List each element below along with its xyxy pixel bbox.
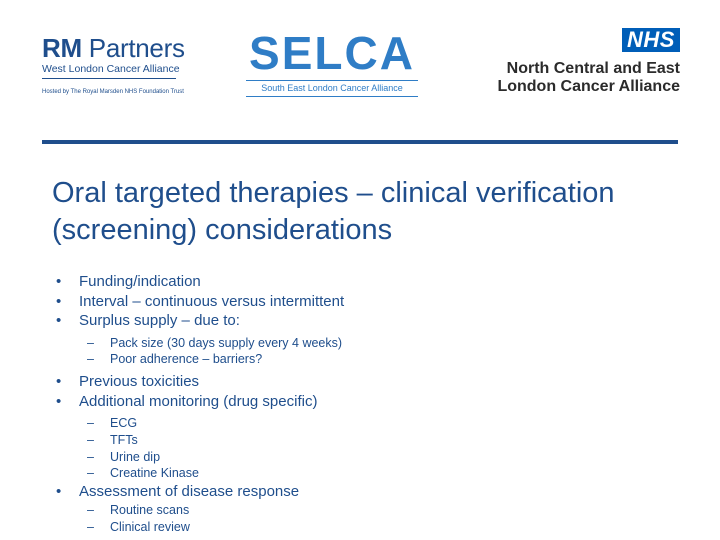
dash-marker: – — [87, 416, 94, 431]
bullet-marker: • — [56, 292, 62, 310]
bullet-marker: • — [56, 392, 62, 410]
sub-bullet-item — [52, 465, 692, 482]
selca-logo — [246, 27, 418, 97]
header-divider — [42, 140, 678, 144]
bullet-text: Funding/indication — [79, 273, 201, 290]
dash-marker: – — [87, 502, 94, 517]
nhs-alliance-line1: North Central and East — [506, 60, 680, 77]
bullet-text: Assessment of disease response — [79, 483, 300, 501]
sub-bullet-item — [52, 449, 692, 466]
sub-bullet-text: ECG — [110, 416, 138, 431]
sub-bullet-text: Clinical review — [110, 519, 190, 534]
dash-marker: – — [87, 466, 94, 481]
bullet-marker: • — [56, 273, 62, 290]
slide-title — [52, 175, 692, 249]
sub-bullet-item — [52, 519, 692, 536]
dash-marker: – — [87, 449, 94, 464]
bullet-marker: • — [56, 483, 62, 501]
sub-bullet-text: Poor adherence – barriers? — [110, 352, 263, 367]
sub-bullet-item — [52, 502, 692, 519]
sub-bullet-item — [52, 432, 692, 449]
logo-bar — [0, 0, 720, 120]
rm-partners-subtitle: West London Cancer Alliance — [42, 63, 180, 75]
sub-bullet-text: Routine scans — [110, 502, 190, 517]
selca-subtitle: South East London Cancer Alliance — [246, 80, 418, 97]
bullet-text: Surplus supply – due to: — [79, 312, 240, 329]
rm-partners-logo — [42, 34, 192, 97]
bullet-marker: • — [56, 373, 62, 391]
selca-title: SELCA — [249, 27, 415, 79]
bullet-text: Previous toxicities — [79, 373, 200, 391]
rm-partners-title-bold: RM — [42, 33, 82, 63]
dash-marker: – — [87, 519, 94, 534]
slide-title-line1: Oral targeted therapies – clinical verification — [52, 177, 615, 209]
bullet-list — [52, 272, 692, 535]
bullet-item — [52, 272, 692, 292]
dash-marker: – — [87, 335, 94, 350]
nhs-logo — [480, 28, 680, 98]
sub-bullet-item — [52, 351, 692, 368]
bullet-text: Additional monitoring (drug specific) — [79, 392, 318, 410]
sub-bullet-item — [52, 415, 692, 432]
sub-bullet-text: TFTs — [110, 432, 138, 447]
sub-bullet-text: Pack size (30 days supply every 4 weeks) — [110, 335, 343, 350]
bullet-item — [52, 292, 692, 312]
bullet-item — [52, 372, 692, 392]
nhs-badge: NHS — [622, 28, 680, 52]
dash-marker: – — [87, 352, 94, 367]
sub-bullet-text: Urine dip — [110, 449, 161, 464]
rm-partners-hosted-by: Hosted by The Royal Marsden NHS Foundation Trust — [42, 89, 184, 95]
sub-bullet-text: Creatine Kinase — [110, 466, 199, 481]
bullet-marker: • — [56, 312, 62, 329]
bullet-item — [52, 311, 692, 331]
nhs-alliance-line2: London Cancer Alliance — [497, 78, 680, 95]
bullet-item — [52, 392, 692, 412]
sub-bullet-item — [52, 335, 692, 352]
rm-partners-divider — [42, 78, 176, 79]
dash-marker: – — [87, 432, 94, 447]
bullet-item — [52, 482, 692, 502]
bullet-text: Interval – continuous versus intermittent — [79, 292, 345, 310]
rm-partners-title: Partners — [88, 33, 185, 63]
slide-title-line2: (screening) considerations — [52, 214, 393, 246]
